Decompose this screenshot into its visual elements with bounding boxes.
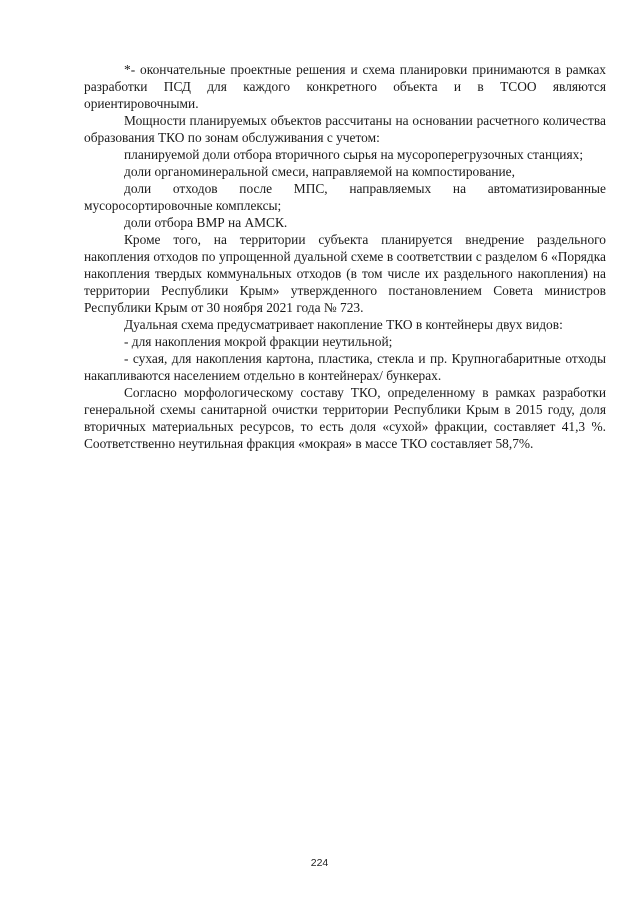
paragraph-morphology: Согласно морфологическому составу ТКО, определенному в рамках разработки генеральной схемы санитарной очистки территории Республики Крым в 2015 году, доля вторичных материальных ресурсов, то есть доля «сухой» фракции, составляет 41,3 %. Соответственно неутильная фракция «мокрая» в массе ТКО составляет 58,7%.	[84, 385, 606, 451]
paragraph-secondary-raw-share: планируемой доли отбора вторичного сырья на мусороперегрузочных станциях;	[124, 147, 584, 162]
paragraph-dry-fraction: - сухая, для накопления картона, пластика, стекла и пр. Крупногабаритные отходы накапливаются населением отдельно в контейнерах/ бункерах.	[84, 351, 606, 383]
paragraph-footnote-note: *- окончательные проектные решения и схема планировки принимаются в рамках разработки ПСД для каждого конкретного объекта и в ТСОО являются ориентировочными.	[84, 62, 606, 111]
paragraph-separate-collection: Кроме того, на территории субъекта планируется внедрение раздельного накопления отходов по упрощенной дуальной схеме в соответствии с разделом 6 «Порядка накопления твердых коммунальных отходов (в том числе их раздельного накопления) на территории Республики Крым» утвержденного постановлением Совета министров Республики Крым от 30 ноября 2021 года № 723.	[84, 232, 606, 315]
paragraph-capacity-basis: Мощности планируемых объектов рассчитаны на основании расчетного количества образования ТКО по зонам обслуживания с учетом:	[84, 113, 606, 145]
paragraph-mps-waste-share: доли отходов после МПС, направляемых на автоматизированные мусоросортировочные комплексы;	[84, 181, 606, 213]
paragraph-wet-fraction: - для накопления мокрой фракции неутильной;	[124, 334, 393, 349]
page-number: 224	[310, 857, 329, 869]
paragraph-composting-share: доли органоминеральной смеси, направляемой на компостирование,	[124, 164, 515, 179]
document-body	[84, 61, 606, 452]
paragraph-vmr-share: доли отбора ВМР на АМСК.	[124, 215, 288, 230]
paragraph-dual-scheme: Дуальная схема предусматривает накопление ТКО в контейнеры двух видов:	[124, 317, 563, 332]
